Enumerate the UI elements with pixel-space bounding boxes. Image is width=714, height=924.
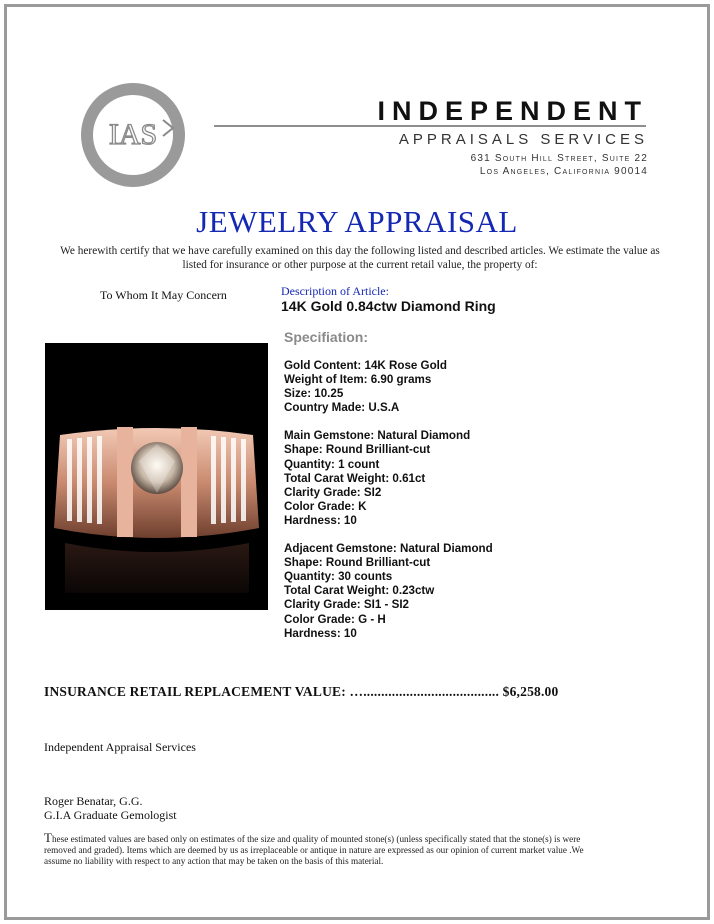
spec-line: Size: 10.25	[284, 387, 344, 401]
spec-line: Clarity Grade: SI2	[284, 485, 382, 499]
spec-line: Weight of Item: 6.90 grams	[284, 373, 432, 387]
spec-line: Total Carat Weight: 0.23ctw	[284, 584, 435, 598]
description-value: 14K Gold 0.84ctw Diamond Ring	[281, 298, 496, 314]
logo-subtext: Appraisal	[111, 147, 166, 171]
signer-name: Roger Benatar, G.G.	[44, 794, 143, 808]
insurance-value-amount: $6,258.00	[502, 684, 559, 699]
spec-line: Country Made: U.S.A	[284, 401, 400, 415]
insurance-value	[44, 684, 558, 700]
intro-paragraph: We herewith certify that we have carefully examined on this day the following listed and described articles. We estimate the value as listed for insurance or other purpose at the current retail value, the property of:	[60, 245, 660, 271]
company-subtitle: APPRAISALS SERVICES	[398, 131, 648, 148]
address-line-2: Los Angeles, California 90014	[479, 166, 648, 177]
spec-line: Shape: Round Brilliant-cut	[284, 556, 431, 570]
spec-line: Quantity: 30 counts	[284, 570, 393, 584]
spec-line: Color Grade: G - H	[284, 612, 386, 626]
spec-line: Color Grade: K	[284, 499, 367, 513]
spec-line: Quantity: 1 count	[284, 457, 380, 471]
disclaimer	[44, 832, 584, 867]
spec-line: Shape: Round Brilliant-cut	[284, 443, 431, 457]
company-name: INDEPENDENT	[377, 96, 648, 126]
spec-line: Hardness: 10	[284, 513, 357, 527]
spec-line: Gold Content: 14K Rose Gold	[284, 359, 447, 372]
spec-line: Clarity Grade: SI1 - SI2	[284, 598, 410, 612]
document-title: JEWELRY APPRAISAL	[196, 204, 518, 239]
owner-name: To Whom It May Concern	[100, 288, 227, 302]
specification-heading: Specifiation:	[284, 329, 369, 345]
description-label: Description of Article:	[281, 284, 389, 298]
spec-line: Hardness: 10	[284, 626, 357, 640]
ias-logo	[78, 80, 188, 190]
disclaimer-initial: T	[44, 830, 52, 845]
logo-text: IAS	[108, 118, 158, 151]
signer-block	[44, 794, 177, 822]
specification-list	[284, 359, 493, 641]
disclaimer-text: hese estimated values are based only on estimates of the size and quality of mounted stone(s) (unless specifically stated that the stone(s) is were removed and graded). Items which are deemed by us as irreplaceable or antique in nature are expressed as our opinion of current market value .We assume no liability with respect to any action that may be taken on the basis of this material.	[44, 834, 584, 866]
spec-line: Total Carat Weight: 0.61ct	[284, 471, 426, 485]
footer-company: Independent Appraisal Services	[44, 740, 196, 754]
spec-line: Adjacent Gemstone: Natural Diamond	[284, 542, 493, 556]
address-line-1: 631 South Hill Street, Suite 22	[470, 153, 648, 164]
insurance-value-label: INSURANCE RETAIL REPLACEMENT VALUE: …......................................	[44, 684, 500, 699]
spec-line: Main Gemstone: Natural Diamond	[284, 429, 471, 443]
ring-photo	[45, 343, 268, 610]
signer-title: G.I.A Graduate Gemologist	[44, 808, 177, 822]
